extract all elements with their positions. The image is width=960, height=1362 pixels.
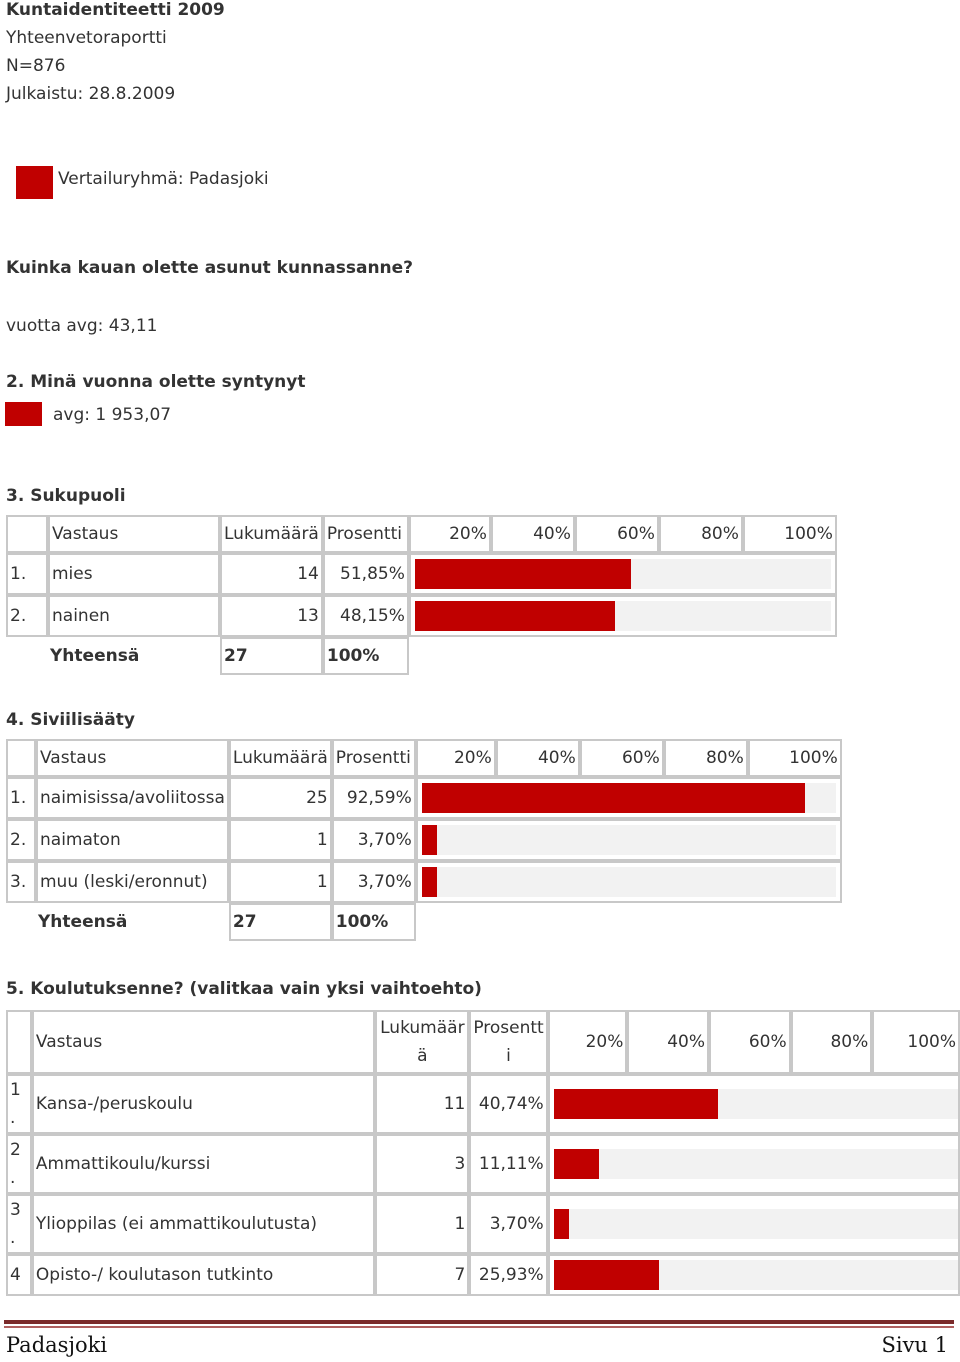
scale-80: 80% bbox=[664, 739, 748, 777]
bar-cell bbox=[548, 1254, 960, 1296]
scale-20: 20% bbox=[416, 739, 496, 777]
header-percent bbox=[469, 1010, 547, 1074]
total-label: Yhteensä bbox=[38, 912, 128, 932]
table-row bbox=[6, 819, 842, 861]
row-percent: 3,70% bbox=[469, 1194, 547, 1254]
scale-100: 100% bbox=[872, 1010, 960, 1074]
row-count: 14 bbox=[220, 553, 323, 595]
row-count: 25 bbox=[229, 777, 332, 819]
header-count-line2: ä bbox=[417, 1046, 428, 1066]
row-label: Ylioppilas (ei ammattikoulutusta) bbox=[32, 1194, 375, 1254]
bar-fill bbox=[415, 601, 615, 631]
bar-cell bbox=[548, 1194, 960, 1254]
q3-title: 3. Sukupuoli bbox=[6, 486, 126, 506]
scale-100: 100% bbox=[748, 739, 842, 777]
scale-20: 20% bbox=[548, 1010, 628, 1074]
row-percent: 3,70% bbox=[332, 819, 416, 861]
bar-fill bbox=[554, 1260, 659, 1290]
row-label: naimaton bbox=[36, 819, 229, 861]
respondent-count: N=876 bbox=[6, 56, 66, 76]
q2-title: 2. Minä vuonna olette syntynyt bbox=[6, 372, 306, 392]
header-percent: Prosentti bbox=[323, 515, 409, 553]
total-percent: 100% bbox=[323, 637, 409, 675]
bar-fill bbox=[422, 867, 437, 897]
row-num bbox=[6, 1134, 32, 1194]
header-answer: Vastaus bbox=[48, 515, 220, 553]
q1-average: vuotta avg: 43,11 bbox=[6, 316, 158, 336]
row-count: 7 bbox=[375, 1254, 469, 1296]
footer-rule-thin bbox=[4, 1326, 954, 1328]
header-percent-line2: i bbox=[506, 1046, 511, 1066]
row-count: 13 bbox=[220, 595, 323, 637]
row-label: mies bbox=[48, 553, 220, 595]
total-percent: 100% bbox=[332, 903, 416, 941]
table-header-row bbox=[6, 739, 842, 777]
header-num bbox=[6, 515, 48, 553]
header-count bbox=[375, 1010, 469, 1074]
header-percent-line1: Prosentt bbox=[473, 1018, 544, 1038]
header-count: Lukumäärä bbox=[220, 515, 323, 553]
row-num-digit: 3 bbox=[10, 1200, 21, 1220]
row-num: 3. bbox=[6, 861, 36, 903]
q5-table bbox=[6, 1010, 960, 1296]
row-label: muu (leski/eronnut) bbox=[36, 861, 229, 903]
row-num-dot: . bbox=[10, 1168, 16, 1188]
bar-track bbox=[422, 867, 836, 897]
legend-swatch bbox=[16, 166, 53, 199]
publish-date: Julkaistu: 28.8.2009 bbox=[6, 84, 176, 104]
scale-80: 80% bbox=[791, 1010, 873, 1074]
q2-swatch bbox=[5, 402, 42, 426]
row-num bbox=[6, 1254, 32, 1296]
bar-cell bbox=[409, 553, 837, 595]
bar-cell bbox=[548, 1074, 960, 1134]
row-label: Kansa-/peruskoulu bbox=[32, 1074, 375, 1134]
row-percent: 3,70% bbox=[332, 861, 416, 903]
row-count: 1 bbox=[229, 861, 332, 903]
header-percent: Prosentti bbox=[332, 739, 416, 777]
row-percent: 48,15% bbox=[323, 595, 409, 637]
header-answer: Vastaus bbox=[32, 1010, 375, 1074]
header-count-line1: Lukumäär bbox=[380, 1018, 465, 1038]
footer-page-number: Sivu 1 bbox=[881, 1333, 948, 1357]
header-answer: Vastaus bbox=[36, 739, 229, 777]
bar-fill bbox=[415, 559, 631, 589]
scale-40: 40% bbox=[491, 515, 575, 553]
bar-cell bbox=[548, 1134, 960, 1194]
row-percent: 51,85% bbox=[323, 553, 409, 595]
row-num bbox=[6, 1074, 32, 1134]
total-row bbox=[6, 903, 842, 941]
row-num: 2. bbox=[6, 595, 48, 637]
row-label: Ammattikoulu/kurssi bbox=[32, 1134, 375, 1194]
row-num-dot: . bbox=[10, 1228, 16, 1248]
scale-80: 80% bbox=[659, 515, 743, 553]
row-label: naimisissa/avoliitossa bbox=[36, 777, 229, 819]
header-num bbox=[6, 739, 36, 777]
total-row bbox=[6, 637, 837, 675]
row-count: 3 bbox=[375, 1134, 469, 1194]
scale-60: 60% bbox=[580, 739, 664, 777]
bar-track bbox=[554, 1209, 958, 1239]
footer-municipality: Padasjoki bbox=[6, 1333, 108, 1357]
report-subtitle: Yhteenvetoraportti bbox=[6, 28, 167, 48]
table-row bbox=[6, 595, 837, 637]
row-percent: 11,11% bbox=[469, 1134, 547, 1194]
row-count: 1 bbox=[375, 1194, 469, 1254]
bar-track bbox=[554, 1089, 958, 1119]
row-percent: 25,93% bbox=[469, 1254, 547, 1296]
table-header-row bbox=[6, 1010, 960, 1074]
table-row bbox=[6, 861, 842, 903]
scale-20: 20% bbox=[409, 515, 491, 553]
row-num-digit: 4 bbox=[10, 1265, 21, 1285]
report-title: Kuntaidentiteetti 2009 bbox=[6, 0, 225, 20]
table-row bbox=[6, 1194, 960, 1254]
bar-track bbox=[422, 825, 836, 855]
row-label: nainen bbox=[48, 595, 220, 637]
bar-track bbox=[554, 1149, 958, 1179]
bar-track bbox=[415, 559, 831, 589]
bar-cell bbox=[416, 777, 842, 819]
table-row bbox=[6, 1254, 960, 1296]
total-count: 27 bbox=[220, 637, 323, 675]
bar-fill bbox=[554, 1089, 719, 1119]
row-num-digit: 1 bbox=[10, 1080, 21, 1100]
bar-cell bbox=[416, 819, 842, 861]
table-row bbox=[6, 1134, 960, 1194]
row-num: 1. bbox=[6, 553, 48, 595]
scale-100: 100% bbox=[743, 515, 837, 553]
row-percent: 40,74% bbox=[469, 1074, 547, 1134]
scale-40: 40% bbox=[627, 1010, 709, 1074]
q4-title: 4. Siviilisääty bbox=[6, 710, 135, 730]
scale-60: 60% bbox=[709, 1010, 791, 1074]
row-label: Opisto-/ koulutason tutkinto bbox=[32, 1254, 375, 1296]
total-label: Yhteensä bbox=[50, 646, 140, 666]
q3-table bbox=[6, 515, 837, 675]
q1-title: Kuinka kauan olette asunut kunnassanne? bbox=[6, 258, 414, 278]
scale-60: 60% bbox=[575, 515, 659, 553]
row-percent: 92,59% bbox=[332, 777, 416, 819]
bar-track bbox=[554, 1260, 958, 1290]
table-row bbox=[6, 777, 842, 819]
q2-average: avg: 1 953,07 bbox=[53, 405, 172, 425]
bar-cell bbox=[416, 861, 842, 903]
table-row bbox=[6, 553, 837, 595]
bar-track bbox=[422, 783, 836, 813]
q4-table bbox=[6, 739, 842, 941]
bar-fill bbox=[554, 1209, 569, 1239]
bar-cell bbox=[409, 595, 837, 637]
scale-40: 40% bbox=[496, 739, 580, 777]
row-count: 1 bbox=[229, 819, 332, 861]
table-header-row bbox=[6, 515, 837, 553]
bar-track bbox=[415, 601, 831, 631]
legend-label: Vertailuryhmä: Padasjoki bbox=[58, 169, 269, 189]
total-count: 27 bbox=[229, 903, 332, 941]
q5-title: 5. Koulutuksenne? (valitkaa vain yksi vaihtoehto) bbox=[6, 979, 482, 999]
row-count: 11 bbox=[375, 1074, 469, 1134]
row-num-digit: 2 bbox=[10, 1140, 21, 1160]
bar-fill bbox=[554, 1149, 599, 1179]
header-count: Lukumäärä bbox=[229, 739, 332, 777]
bar-fill bbox=[422, 783, 805, 813]
row-num-dot: . bbox=[10, 1108, 16, 1128]
row-num bbox=[6, 1194, 32, 1254]
footer-rule bbox=[4, 1320, 954, 1324]
row-num: 1. bbox=[6, 777, 36, 819]
bar-fill bbox=[422, 825, 437, 855]
table-row bbox=[6, 1074, 960, 1134]
row-num: 2. bbox=[6, 819, 36, 861]
header-num bbox=[6, 1010, 32, 1074]
